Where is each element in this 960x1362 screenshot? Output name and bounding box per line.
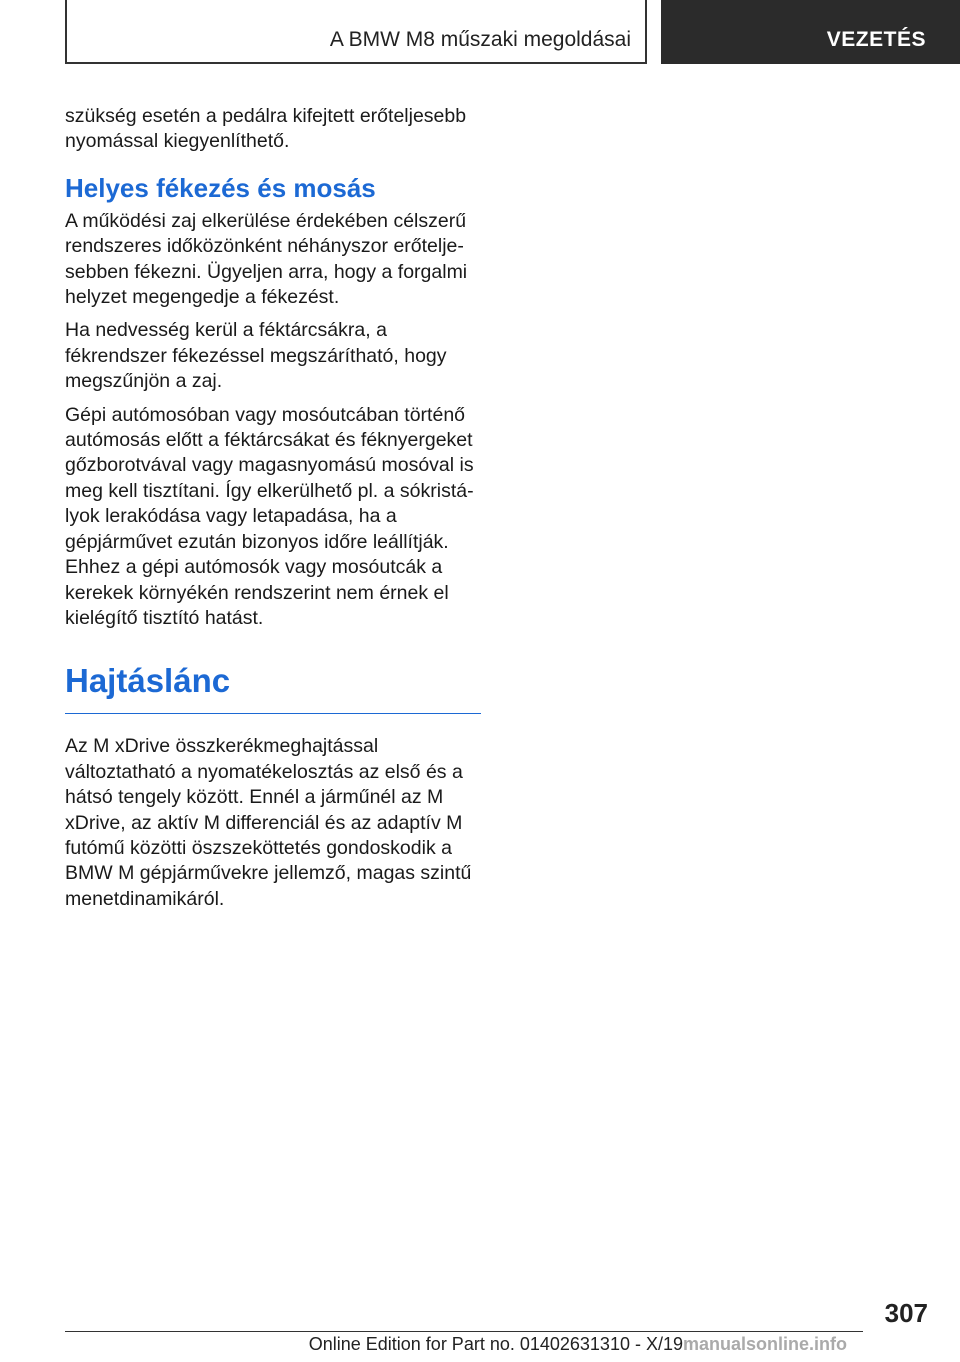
running-header-title: A BMW M8 műszaki megoldásai <box>329 28 631 51</box>
paragraph: Az M xDrive összkerékmeghajtással változtatható a nyomatékelosztás az első és a hátsó tengely között. Ennél a járműnél az M xDrive, az aktív M differenciál és az adaptív M futómű közötti öszszeköttetés gondoskodik a BMW M gépjárművekre jellemző, magas szintű menetdinamikáról. <box>65 735 472 910</box>
paragraph: Ha nedvesség kerül a féktárcsákra, a fékrendszer fékezéssel megszárítható, hogy megszűnjön a zaj. <box>65 319 447 393</box>
footer-divider <box>65 1331 863 1332</box>
page-content <box>65 104 481 920</box>
chapter-heading-drivetrain: Hajtáslánc <box>65 659 481 714</box>
edition-info: Online Edition for Part no. 01402631310 - X/19 <box>308 1334 683 1354</box>
chapter-tab-label: VEZETÉS <box>826 28 926 51</box>
header-box <box>65 0 647 64</box>
paragraph: A működési zaj elkerülése érdekében célszerű rendszeres időközönként néhányszor erőteljesebben fékezni. Ügyeljen arra, hogy a forgalmi helyzet megengedje a fékezést. <box>65 209 468 309</box>
watermark: manualsonline.info <box>683 1334 848 1354</box>
chapter-tab <box>661 0 960 64</box>
section-heading-braking: Helyes fékezés és mosás <box>65 172 376 203</box>
intro-paragraph: szükség esetén a pedálra kifejtett erőteljesebb nyomással kiegyenlíthető. <box>65 105 467 153</box>
page-number: 307 <box>884 1298 928 1328</box>
paragraph: Gépi autómosóban vagy mosóutcában történő autómosás előtt a féktárcsákat és féknyergeket gőzborotvával vagy magasnyomású mosóval is meg kell tisztítani. Így elkerülhető pl. a sókristályok lerakódása vagy letapadása, ha a gépjárművet ezután bizonyos időre leállítják. Ehhez a gépi autómosók vagy mosóutcák a kerekek környékén rendszerint nem érnek el kielégítő tisztító hatást. <box>65 403 474 629</box>
